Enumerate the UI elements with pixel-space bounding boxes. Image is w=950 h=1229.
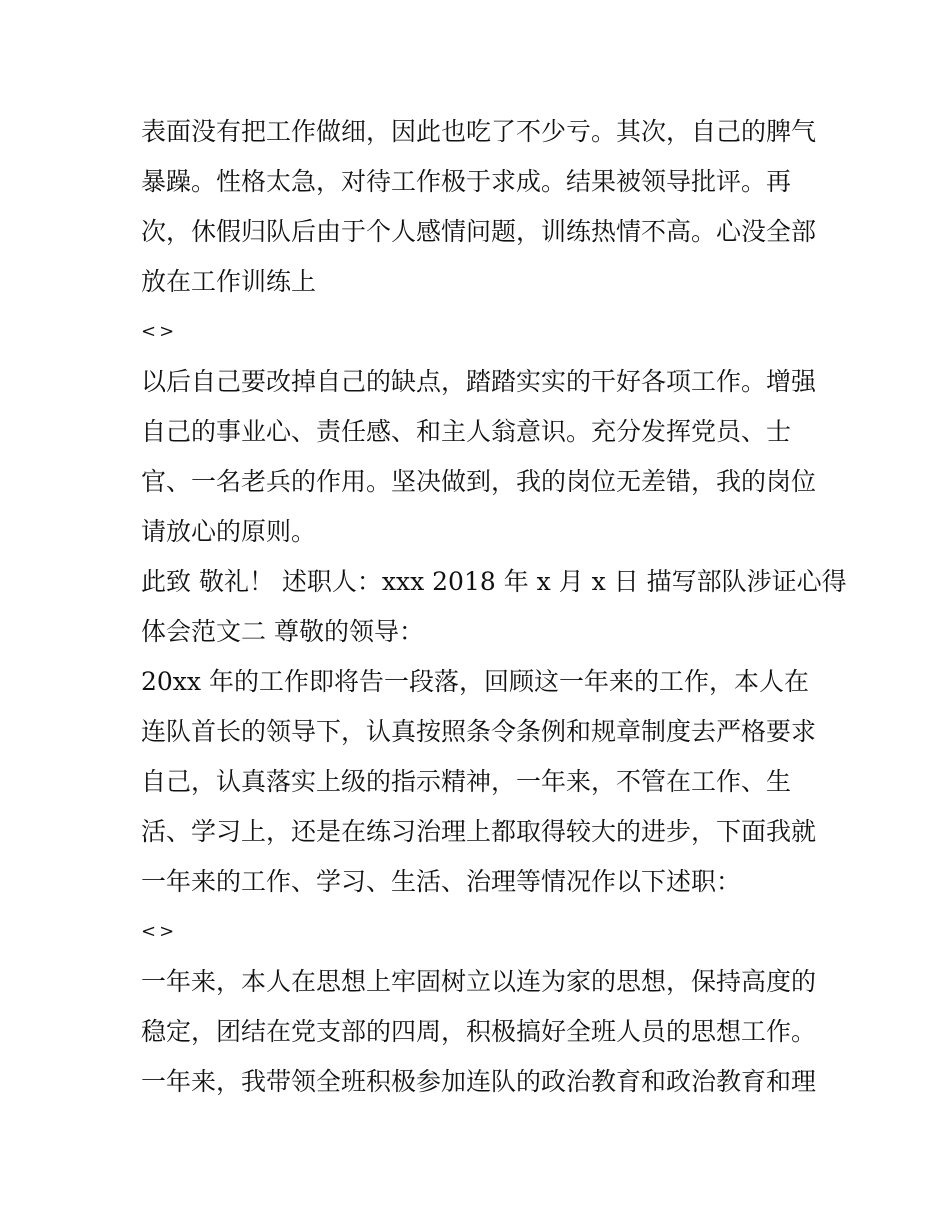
text-line-20: 一年来，我带领全班积极参加连队的政治教育和政治教育和理 bbox=[141, 1067, 817, 1096]
text-line-1: 表面没有把工作做细，因此也吃了不少亏。其次，自己的脾气 bbox=[141, 117, 817, 146]
text-line-11: 体会范文二 尊敬的领导： bbox=[141, 617, 424, 646]
section-marker-1: <> bbox=[141, 321, 178, 342]
text-line-14: 自己，认真落实上级的指示精神，一年来，不管在工作、生 bbox=[141, 767, 792, 796]
text-line-15: 活、学习上，还是在练习治理上都取得较大的进步，下面我就 bbox=[141, 817, 817, 846]
text-line-4: 放在工作训练上 bbox=[141, 267, 317, 296]
text-line-7: 自己的事业心、责任感、和主人翁意识。充分发挥党员、士 bbox=[141, 417, 792, 446]
text-line-12: 20xx 年的工作即将告一段落，回顾这一年来的工作，本人在 bbox=[141, 667, 809, 696]
text-line-2: 暴躁。性格太急，对待工作极于求成。结果被领导批评。再 bbox=[141, 167, 792, 196]
text-line-18: 一年来，本人在思想上牢固树立以连为家的思想，保持高度的 bbox=[141, 967, 817, 996]
text-line-19: 稳定，团结在党支部的四周，积极搞好全班人员的思想工作。 bbox=[141, 1017, 817, 1046]
text-line-6: 以后自己要改掉自己的缺点，踏踏实实的干好各项工作。增强 bbox=[141, 367, 817, 396]
text-line-8: 官、一名老兵的作用。坚决做到，我的岗位无差错，我的岗位 bbox=[141, 467, 817, 496]
document-body bbox=[141, 107, 847, 1107]
text-line-13: 连队首长的领导下，认真按照条令条例和规章制度去严格要求 bbox=[141, 717, 817, 746]
text-line-9: 请放心的原则。 bbox=[141, 517, 317, 546]
text-line-16: 一年来的工作、学习、生活、治理等情况作以下述职： bbox=[141, 867, 742, 896]
text-line-10: 此致 敬礼！ 述职人：xxx 2018 年 x 月 x 日 描写部队涉证心得 bbox=[141, 567, 847, 596]
section-marker-2: <> bbox=[141, 921, 178, 942]
text-line-3: 次，休假归队后由于个人感情问题，训练热情不高。心没全部 bbox=[141, 217, 817, 246]
